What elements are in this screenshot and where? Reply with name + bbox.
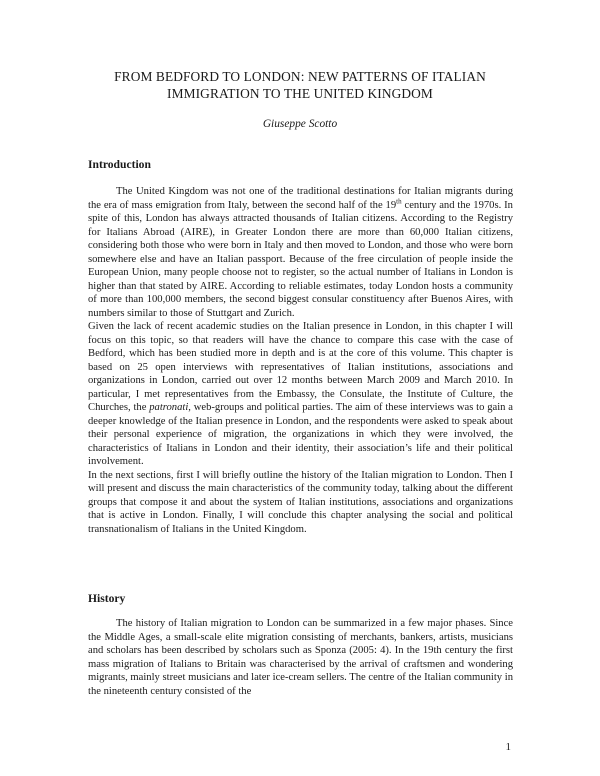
text-run: , web-groups and political parties. The aim of these interviews was to gain a deeper knowledge of the Italian presence in London, and the respondents were asked to speak about their personal experience of migration, the organizations in which they were involved, the characteristics of Italians in London and their identity, their association’s life and their political involvement. — [88, 402, 513, 467]
text-run: century and the 1970s. In spite of this, London has always attracted thousands of Italian citizens. According to the Registry for Italians Abroad (AIRE), in Greater London there are more than 60,000 Italian citizens, considering both those who were born in Italy and then moved to London, and those who were born somewhere else and have an Italian passport. Because of the free circulation of people inside the European Union, many people choose not to register, so the actual number of Italians in London is higher than that stated by AIRE. According to reliable estimates, today London hosts a community of more than 100,000 members, the second biggest consular constituency after Buenos Aires, with numbers similar to those of Stuttgart and Zurich. — [88, 199, 513, 319]
superscript: th — [396, 196, 402, 205]
italic-term: patronati — [149, 402, 189, 413]
history-body — [88, 617, 513, 698]
introduction-paragraph-3: In the next sections, first I will briefly outline the history of the Italian migration to London. Then I will present and discuss the main characteristics of the community today, talking about the different groups that compose it and about the system of Italian institutions, associations and organizations that is active in London. Finally, I will conclude this chapter analysing the social and political transnationalism of Italians in the United Kingdom. — [88, 469, 513, 535]
section-heading-introduction: Introduction — [88, 158, 151, 171]
title-line-2: IMMIGRATION TO THE UNITED KINGDOM — [167, 86, 433, 101]
history-paragraph-1: The history of Italian migration to London can be summarized in a few major phases. Since the Middle Ages, a small-scale elite migration consisting of merchants, bankers, artists, musicians and scholars has been described by scholars such as Sponza (2005: 4). In the 19th century the first mass migration of Italians to Britain was characterised by the arrival of craftsmen and wondering migrants, mainly street musicians and later ice-cream sellers. The centre of the Italian community in the nineteenth century consisted of the — [88, 618, 513, 697]
introduction-paragraph-1 — [88, 185, 513, 320]
section-heading-history: History — [88, 592, 126, 605]
introduction-body — [88, 185, 513, 536]
paper-title — [60, 68, 540, 102]
author-name: Giuseppe Scotto — [262, 118, 338, 130]
page-number: 1 — [505, 741, 511, 753]
text-run: The United Kingdom was not one of the traditional destinations for Italian migrants during the era of mass emigration from Italy, between the second half of the 19 — [88, 186, 513, 211]
introduction-paragraph-2 — [88, 320, 513, 469]
title-line-1: FROM BEDFORD TO LONDON: NEW PATTERNS OF ITALIAN — [114, 69, 486, 84]
text-run: Given the lack of recent academic studies on the Italian presence in London, in this chapter I will focus on this topic, so that readers will have the chance to compare this case with the case of Bedford, which has been studied more in depth and is at the core of this volume. This chapter is based on 25 open interviews with representatives of Italian institutions, associations and organizations in London, carried out over 12 months between March 2009 and March 2010. In particular, I met representatives from the Embassy, the Consulate, the Institute of Culture, the Churches, the — [88, 321, 513, 413]
